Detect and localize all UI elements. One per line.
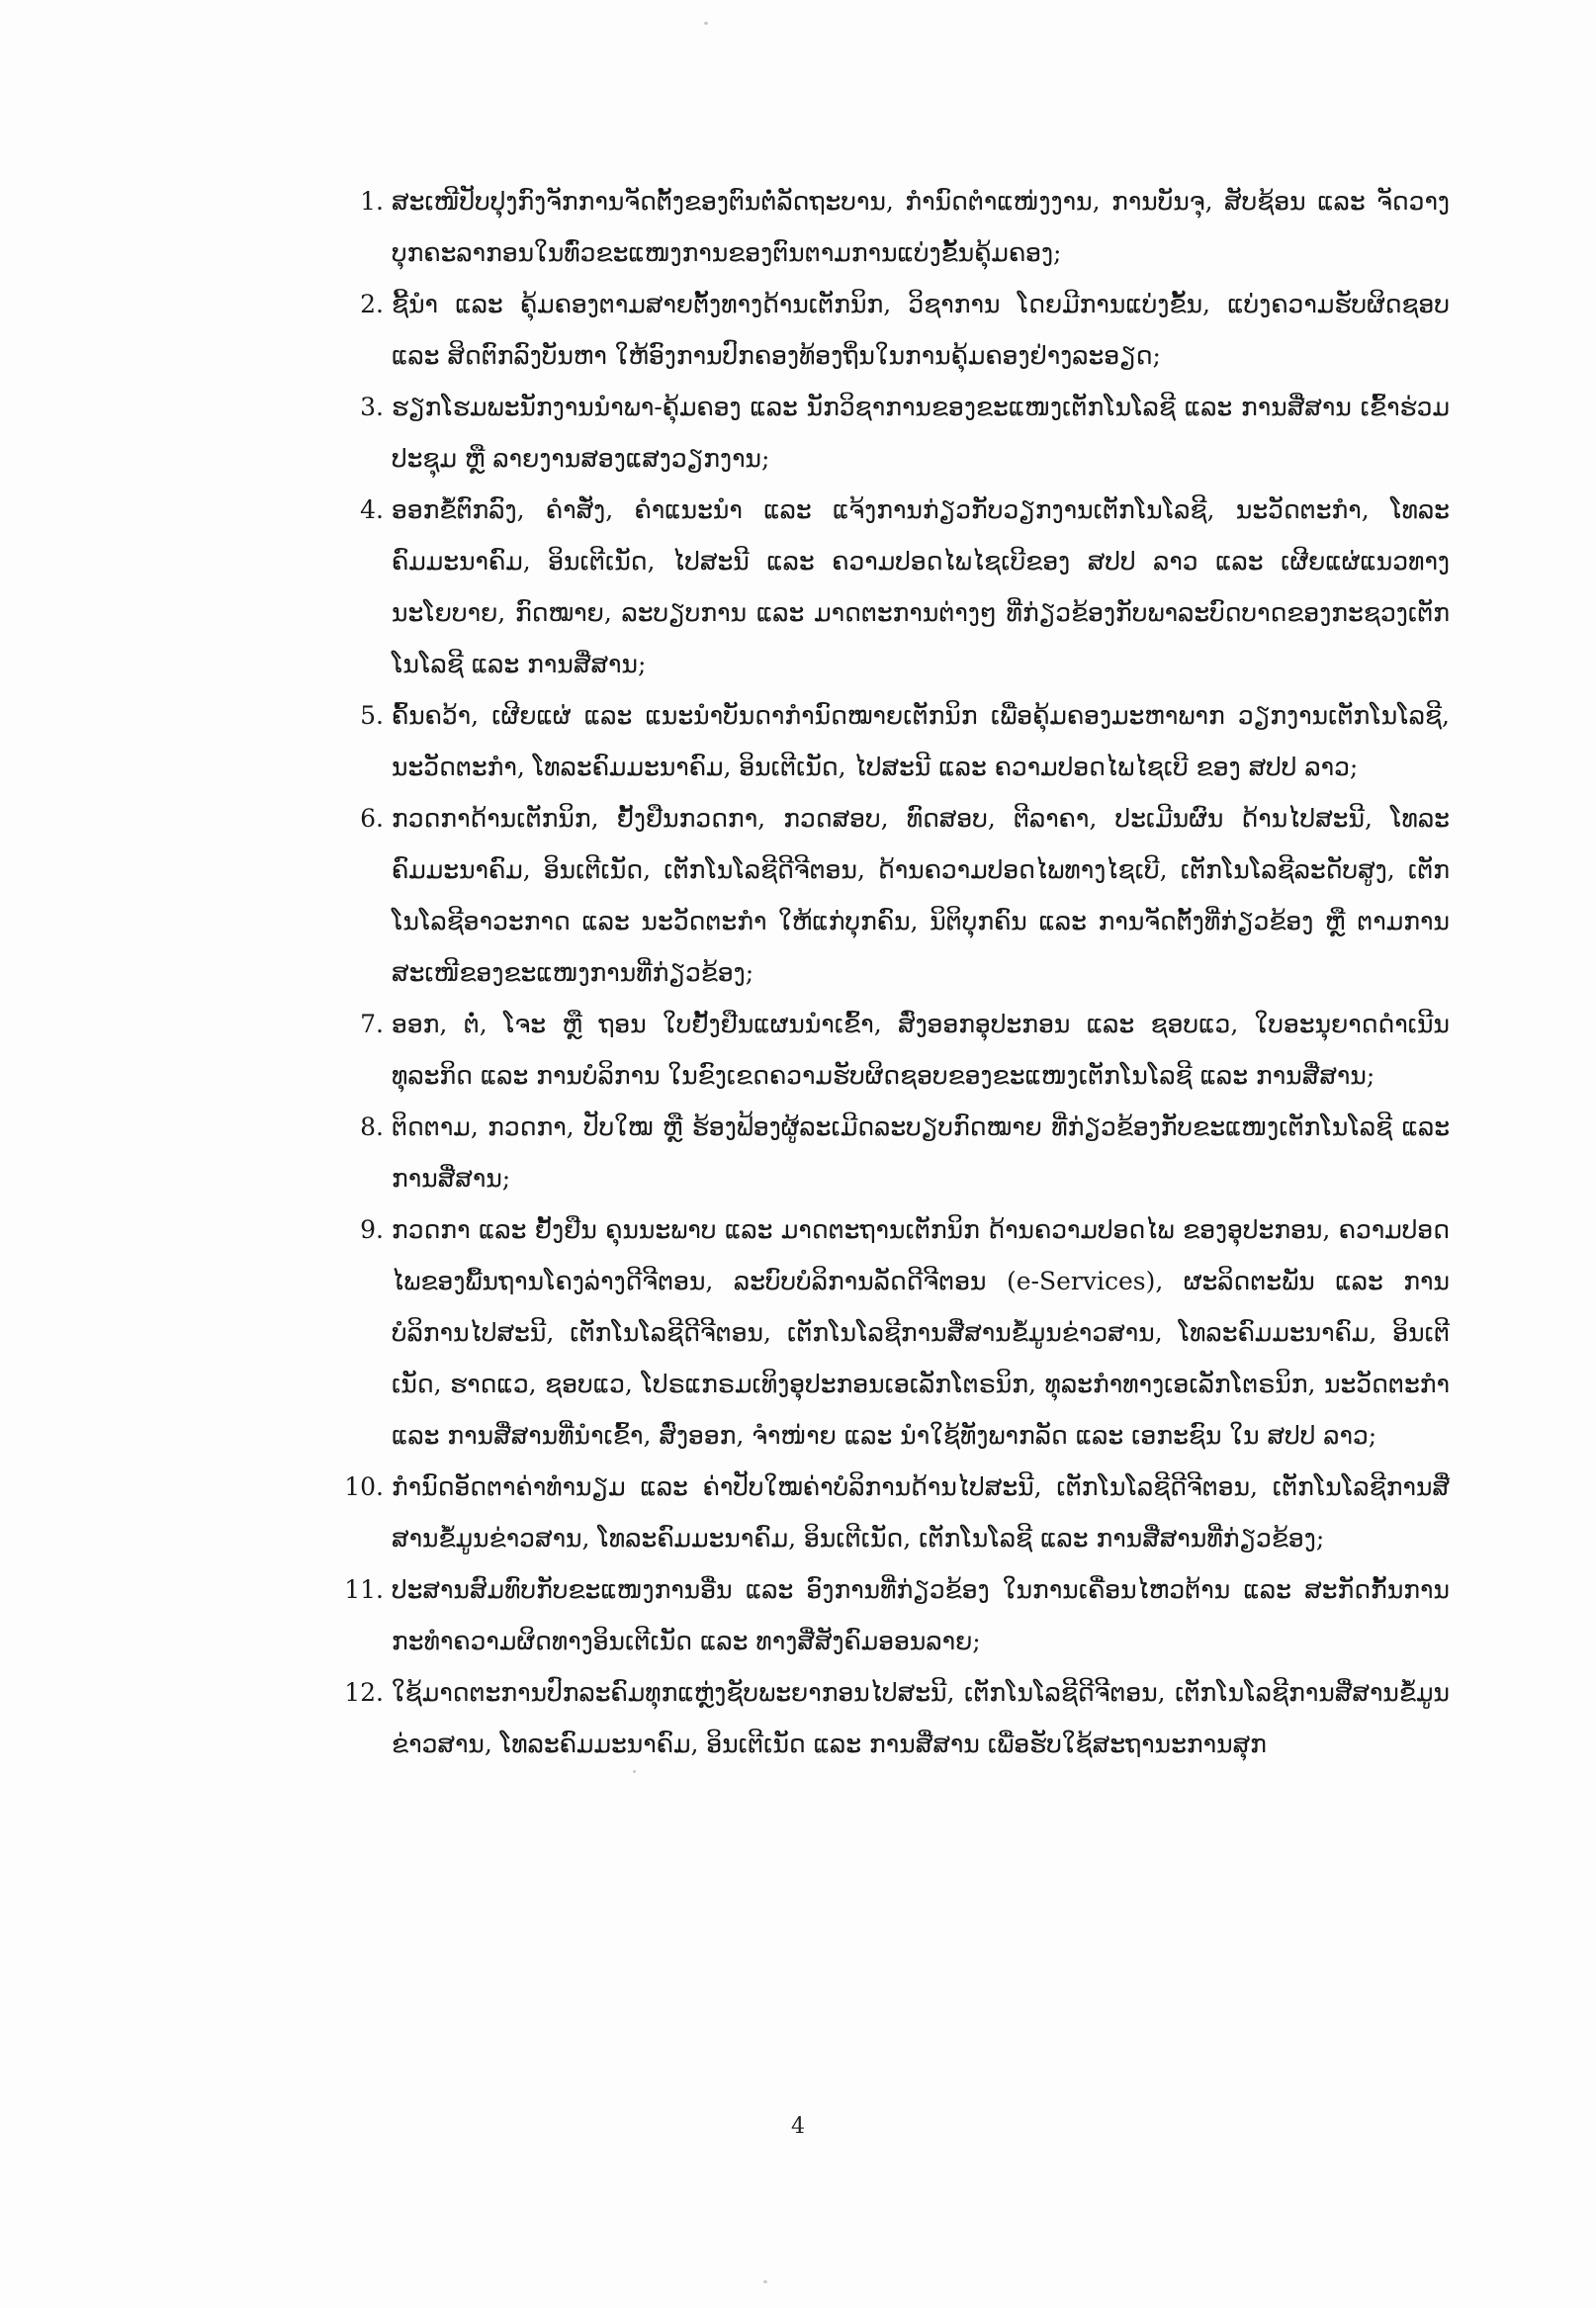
list-item (332, 1564, 1450, 1667)
item-text: ຕິດຕາມ, ກວດກາ, ປັບໃໝ ຫຼື ຮ້ອງຟ້ອງຜູ້ລະເມີດລະບຽບກົດໝາຍ ທີ່ກ່ຽວຂ້ອງກັບຂະແໜງເຕັກໂນໂລຊີ ແລະ ການສື່ສານ; (392, 1112, 1450, 1193)
item-text: ກວດກາ ແລະ ຢັ້ງຢືນ ຄຸນນະພາບ ແລະ ມາດຕະຖານເຕັກນິກ ດ້ານຄວາມປອດໄພ ຂອງອຸປະກອນ, ຄວາມປອດໄພຂອງພື້ນຖານໂຄງລ່າງດີຈີຕອນ, ລະບົບບໍລິການລັດດີຈີຕອນ (e-Services), ຜະລິດຕະພັນ ແລະ ການ ບໍລິການໄປສະນີ, ເຕັກໂນໂລຊີດີຈີຕອນ, ເຕັກໂນໂລຊີການສື່ສານຂໍ້ມູນຂ່າວສານ, ໂທລະຄົມມະນາຄົມ, ອິນເຕີເນັດ, ຮາດແວ, ຊອບແວ, ໂປຣແກຣມເທິງອຸປະກອນເອເລັກໂຕຣນິກ, ທຸລະກຳທາງເອເລັກໂຕຣນິກ, ນະວັດຕະກຳ ແລະ ການສື່ສານທີ່ນຳເຂົ້າ, ສົ່ງອອກ, ຈຳໜ່າຍ ແລະ ນຳໃຊ້ທັງພາກລັດ ແລະ ເອກະຊົນ ໃນ ສປປ ລາວ; (392, 1215, 1450, 1450)
item-number: 10. (344, 1472, 384, 1501)
item-number: 5. (360, 701, 384, 730)
list-item (332, 176, 1450, 279)
list-item (332, 1102, 1450, 1204)
scan-speck (763, 2280, 767, 2283)
numbered-list (332, 176, 1450, 1770)
item-number: 6. (360, 804, 384, 833)
page-number: 4 (791, 2114, 805, 2139)
item-number: 1. (360, 187, 384, 216)
item-text: ອອກ, ຕໍ່, ໂຈະ ຫຼື ຖອນ ໃບຢັ້ງຢືນແຜນນຳເຂົ້າ, ສົ່ງອອກອຸປະກອນ ແລະ ຊອບແວ, ໃບອະນຸຍາດດຳເນີນທຸລະກິດ ແລະ ການບໍລິການ ໃນຂົງເຂດຄວາມຮັບຜິດຊອບຂອງຂະແໜງເຕັກໂນໂລຊີ ແລະ ການສື່ສານ; (392, 1010, 1450, 1090)
item-text: ຮຽກໂຮມພະນັກງານນຳພາ-ຄຸ້ມຄອງ ແລະ ນັກວິຊາການຂອງຂະແໜງເຕັກໂນໂລຊີ ແລະ ການສື່ສານ ເຂົ້າຮ່ວມປະຊຸມ ຫຼື ລາຍງານສອງແສງວຽກງານ; (392, 393, 1450, 473)
item-number: 11. (344, 1575, 384, 1604)
list-item (332, 485, 1450, 690)
list-item (332, 1204, 1450, 1462)
item-text: ໃຊ້ມາດຕະການປົກລະຄົມທຸກແຫຼ່ງຊັບພະຍາກອນໄປສະນີ, ເຕັກໂນໂລຊີດີຈີຕອນ, ເຕັກໂນໂລຊີການສື່ສານຂໍ້ມູນຂ່າວສານ, ໂທລະຄົມມະນາຄົມ, ອິນເຕີເນັດ ແລະ ການສື່ສານ ເພື່ອຮັບໃຊ້ສະຖານະການສຸກ (392, 1678, 1450, 1758)
list-item (332, 999, 1450, 1102)
list-item (332, 1667, 1450, 1770)
item-number: 7. (360, 1010, 384, 1038)
item-text: ກຳນົດອັດຕາຄ່າທຳນຽມ ແລະ ຄ່າປັບໃໝຄ່າບໍລິການດ້ານໄປສະນີ, ເຕັກໂນໂລຊີດີຈີຕອນ, ເຕັກໂນໂລຊີການສື່ສານຂໍ້ມູນຂ່າວສານ, ໂທລະຄົມມະນາຄົມ, ອິນເຕີເນັດ, ເຕັກໂນໂລຊີ ແລະ ການສື່ສານທີ່ກ່ຽວຂ້ອງ; (392, 1472, 1450, 1553)
scan-speck (633, 1770, 636, 1773)
list-item (332, 279, 1450, 382)
list-item (332, 793, 1450, 999)
item-number: 3. (360, 393, 384, 421)
list-item (332, 690, 1450, 793)
item-text: ກວດກາດ້ານເຕັກນິກ, ຢັ້ງຢືນກວດກາ, ກວດສອບ, ທົດສອບ, ຕີລາຄາ, ປະເມີນຜົນ ດ້ານໄປສະນີ, ໂທລະຄົມມະນາຄົມ, ອິນເຕີເນັດ, ເຕັກໂນໂລຊີດີຈີຕອນ, ດ້ານຄວາມປອດໄພທາງໄຊເບີ, ເຕັກໂນໂລຊີລະດັບສູງ, ເຕັກໂນໂລຊີອາວະກາດ ແລະ ນະວັດຕະກຳ ໃຫ້ແກ່ບຸກຄົນ, ນິຕິບຸກຄົນ ແລະ ການຈັດຕັ້ງທີ່ກ່ຽວຂ້ອງ ຫຼື ຕາມການສະເໜີຂອງຂະແໜງການທີ່ກ່ຽວຂ້ອງ; (392, 804, 1450, 987)
list-item (332, 382, 1450, 485)
item-number: 8. (360, 1112, 384, 1141)
item-text: ຄົ້ນຄວ້າ, ເຜີຍແຜ່ ແລະ ແນະນຳບັນດາກຳນົດໝາຍເຕັກນິກ ເພື່ອຄຸ້ມຄອງມະຫາພາກ ວຽກງານເຕັກໂນໂລຊີ, ນະວັດຕະກຳ, ໂທລະຄົມມະນາຄົມ, ອິນເຕີເນັດ, ໄປສະນີ ແລະ ຄວາມປອດໄພໄຊເບີ ຂອງ ສປປ ລາວ; (392, 701, 1450, 781)
item-number: 12. (344, 1678, 384, 1707)
item-number: 4. (360, 495, 384, 524)
item-number: 9. (360, 1215, 384, 1244)
scan-speck (704, 22, 708, 25)
item-text: ສະເໜີປັບປຸງກົງຈັກການຈັດຕັ້ງຂອງຕົນຕໍ່ລັດຖະບານ, ກຳນົດຕຳແໜ່ງງານ, ການບັນຈຸ, ສັບຊ້ອນ ແລະ ຈັດວາງບຸກຄະລາກອນໃນທົ່ວຂະແໜງການຂອງຕົນຕາມການແບ່ງຂັ້ນຄຸ້ມຄອງ; (392, 187, 1450, 267)
list-item (332, 1462, 1450, 1564)
item-number: 2. (360, 290, 384, 318)
item-text: ຊີ້ນຳ ແລະ ຄຸ້ມຄອງຕາມສາຍຕັ້ງທາງດ້ານເຕັກນິກ, ວິຊາການ ໂດຍມີການແບ່ງຂັ້ນ, ແບ່ງຄວາມຮັບຜິດຊອບ ແລະ ສິດຕົກລົງບັນຫາ ໃຫ້ອົງການປົກຄອງທ້ອງຖິ່ນໃນການຄຸ້ມຄອງຢ່າງລະອຽດ; (392, 290, 1450, 370)
item-text: ປະສານສົມທົບກັບຂະແໜງການອື່ນ ແລະ ອົງການທີ່ກ່ຽວຂ້ອງ ໃນການເຄື່ອນໄຫວຕ້ານ ແລະ ສະກັດກັ້ນການກະທຳຄວາມຜິດທາງອິນເຕີເນັດ ແລະ ທາງສື່ສັງຄົມອອນລາຍ; (392, 1575, 1450, 1655)
item-text: ອອກຂໍ້ຕົກລົງ, ຄຳສັ່ງ, ຄຳແນະນຳ ແລະ ແຈ້ງການກ່ຽວກັບວຽກງານເຕັກໂນໂລຊີ, ນະວັດຕະກຳ, ໂທລະຄົມມະນາຄົມ, ອິນເຕີເນັດ, ໄປສະນີ ແລະ ຄວາມປອດໄພໄຊເບີຂອງ ສປປ ລາວ ແລະ ເຜີຍແຜ່ແນວທາງນະໂຍບາຍ, ກົດໝາຍ, ລະບຽບການ ແລະ ມາດຕະການຕ່າງໆ ທີ່ກ່ຽວຂ້ອງກັບພາລະບົດບາດຂອງກະຊວງເຕັກໂນໂລຊີ ແລະ ການສື່ສານ; (392, 495, 1450, 678)
